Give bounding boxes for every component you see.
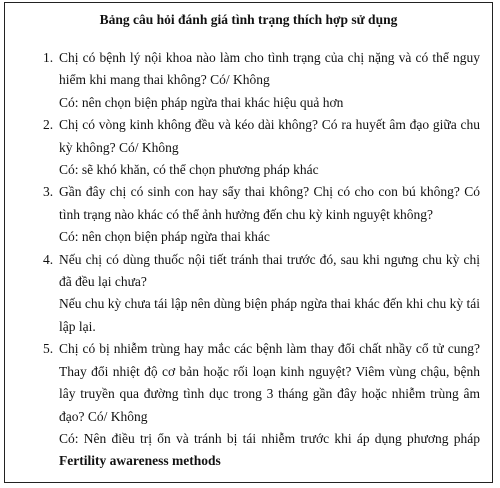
question-item-1 — [5, 47, 492, 114]
question-answer-note — [59, 428, 480, 473]
question-answer-note — [59, 226, 480, 248]
question-answer-note — [59, 293, 480, 338]
answer-note-text: Có: nên chọn biện pháp ngừa thai khác hiệu quả hơn — [59, 94, 344, 110]
question-text: Chị có bệnh lý nội khoa nào làm cho tình trạng của chị nặng và có thể nguy hiểm khi mang thai không? Có/ Không — [59, 50, 480, 88]
question-number: 2. — [43, 117, 54, 133]
document-title: Bảng câu hỏi đánh giá tình trạng thích hợp sử dụng — [99, 12, 398, 27]
answer-note-text: Có: Nên điều trị ổn và tránh bị tái nhiễm trước khi áp dụng phương pháp — [59, 430, 480, 446]
question-text: Gần đây chị có sinh con hay sẩy thai không? Chị có cho con bú không? Có tình trạng nào khác có thể ảnh hưởng đến chu kỳ kinh nguyệt không? — [59, 184, 480, 222]
question-text: Nếu chị có dùng thuốc nội tiết tránh thai trước đó, sau khi ngưng chu kỳ chị đã đều lại chưa? — [59, 251, 480, 290]
question-answer-note — [59, 159, 480, 181]
question-item-4 — [5, 249, 492, 339]
question-text: Chị có bị nhiễm trùng hay mắc các bệnh làm thay đổi chất nhầy cổ tử cung? Thay đổi nhiệt độ cơ bản hoặc rối loạn kinh nguyệt? Viêm vùng chậu, bệnh lây truyền qua đường tình dục trong 3 tháng gần đây hoặc nhiễm trùng âm đạo? Có/ Không — [59, 341, 480, 424]
question-number: 4. — [43, 251, 54, 267]
questionnaire-box — [4, 2, 493, 483]
answer-note-text: Có: sẽ khó khăn, có thể chọn phương pháp khác — [59, 162, 319, 178]
question-number: 1. — [43, 50, 54, 65]
method-name: Fertility awareness methods — [59, 453, 221, 469]
question-number: 5. — [43, 341, 54, 357]
answer-note-text: Có: nên chọn biện pháp ngừa thai khác — [59, 229, 270, 245]
question-list — [5, 47, 492, 473]
question-item-3 — [5, 181, 492, 248]
question-answer-note — [59, 92, 480, 114]
question-number: 3. — [43, 184, 54, 200]
answer-note-text: Nếu chu kỳ chưa tái lập nên dùng biện pháp ngừa thai khác đến khi chu kỳ tái lập lại. — [59, 296, 480, 334]
question-item-5 — [5, 338, 492, 472]
question-text: Chị có vòng kinh không đều và kéo dài không? Có ra huyết âm đạo giữa chu kỳ không? Có/ Không — [59, 117, 480, 155]
question-item-2 — [5, 114, 492, 181]
